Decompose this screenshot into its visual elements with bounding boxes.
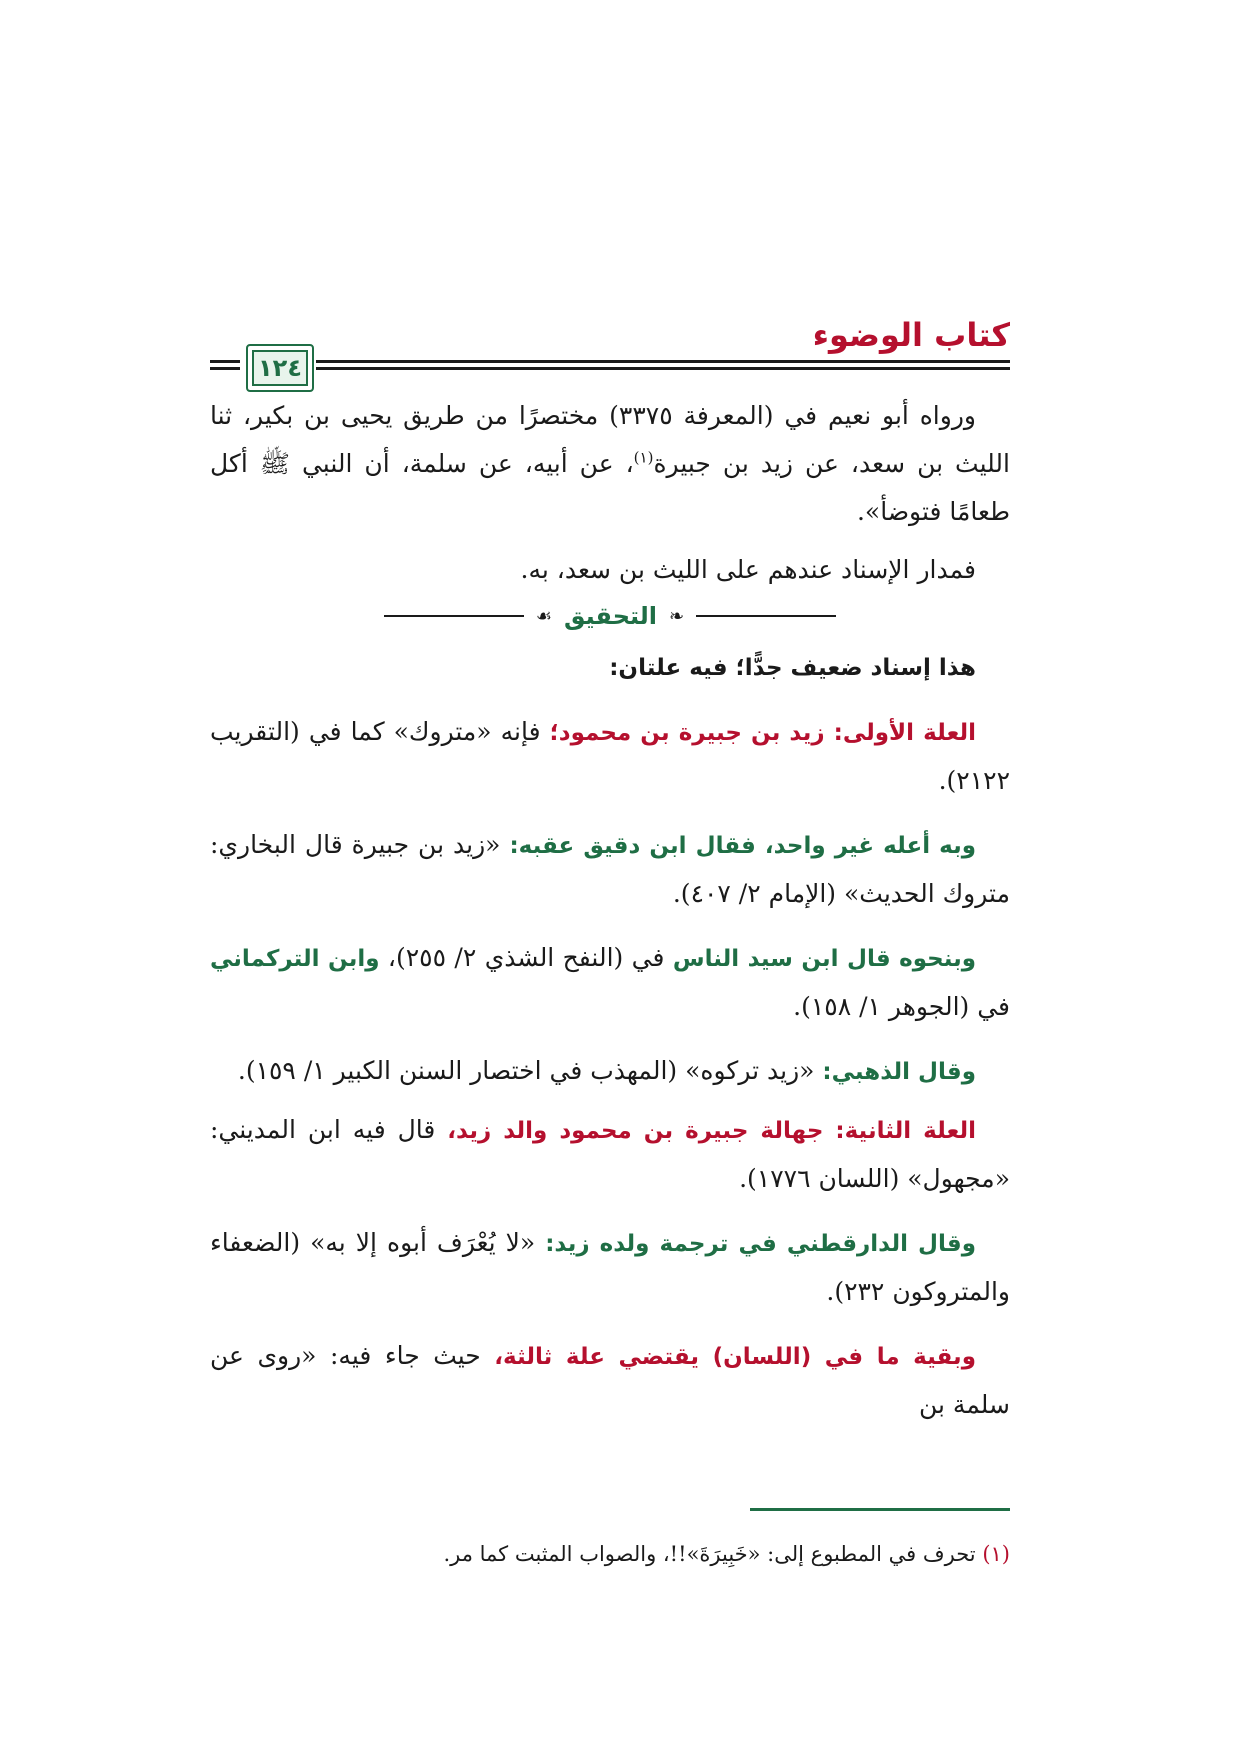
- footnote-ref[interactable]: (١): [633, 448, 654, 467]
- paragraph: فمدار الإسناد عندهم على الليث بن سعد، به.: [520, 555, 976, 584]
- ornament-icon: ☙: [535, 605, 552, 627]
- highlight-green: وبنحوه قال ابن سيد الناس: [672, 946, 977, 972]
- paragraph-text: حيث جاء فيه: «روى عن سلمة بن: [210, 1341, 1010, 1419]
- highlight-green: وقال الدارقطني في ترجمة ولده زيد:: [545, 1231, 976, 1257]
- left-tick: [210, 360, 236, 370]
- highlight-green: وابن التركماني: [210, 946, 380, 972]
- page-header: [210, 300, 1010, 392]
- paragraph-text: «زيد بن جبيرة قال البخاري: متروك الحديث» (الإمام ٢/ ٤٠٧).: [210, 830, 1010, 908]
- highlight-green: وقال الذهبي:: [822, 1059, 976, 1085]
- divider-line: [696, 615, 836, 617]
- ornament-icon: ❧: [669, 605, 685, 627]
- section-divider: [210, 602, 1010, 630]
- section-title: التحقيق: [564, 602, 658, 630]
- highlight-green: وبه أعله غير واحد، فقال ابن دقيق عقبه:: [509, 833, 977, 859]
- footnote: [210, 1536, 1010, 1572]
- paragraph: [210, 708, 1010, 805]
- header-rule: [210, 367, 1010, 370]
- paragraph-text: ورواه أبو نعيم في (المعرفة ٣٣٧٥) مختصرًا من طريق يحيى بن بكير، ثنا الليث بن سعد، عن زيد بن جبيرة: [210, 401, 1010, 478]
- paragraph: [210, 392, 1010, 536]
- paragraph: [210, 1219, 1010, 1316]
- paragraph: [210, 1332, 1010, 1429]
- footnote-number: (١): [982, 1542, 1010, 1566]
- paragraph: هذا إسناد ضعيف جدًّا؛ فيه علتان:: [609, 655, 976, 681]
- page-number-badge: ١٢٤: [246, 344, 314, 392]
- paragraph: [210, 821, 1010, 918]
- divider-line: [384, 615, 524, 617]
- book-title: كتاب الوضوء: [812, 316, 1010, 354]
- paragraph-text: «لا يُعْرَف أبوه إلا به» (الضعفاء والمتروكون ٢٣٢).: [210, 1228, 1010, 1306]
- footnote-text: تحرف في المطبوع إلى: «خَبِيرَةَ»!!، والصواب المثبت كما مر.: [443, 1542, 983, 1566]
- paragraph-text: فإنه «متروك» كما في (التقريب ٢١٢٢).: [210, 717, 1010, 795]
- paragraph: [210, 1047, 1010, 1096]
- highlight-red: العلة الثانية: جهالة جبيرة بن محمود والد زيد،: [447, 1118, 976, 1144]
- paragraph-text: في (الجوهر ١/ ١٥٨).: [793, 992, 1010, 1021]
- page: [210, 300, 1010, 1429]
- footnote-rule: [750, 1508, 1010, 1511]
- paragraph: [210, 1106, 1010, 1203]
- highlight-red: وبقية ما في (اللسان) يقتضي علة ثالثة،: [494, 1344, 976, 1370]
- paragraph-text: «زيد تركوه» (المهذب في اختصار السنن الكبير ١/ ١٥٩).: [237, 1056, 823, 1085]
- paragraph: [210, 934, 1010, 1031]
- paragraph-text: قال فيه ابن المديني: «مجهول» (اللسان ١٧٧٦).: [210, 1115, 1010, 1193]
- paragraph-text: في (النفح الشذي ٢/ ٢٥٥)،: [379, 943, 673, 972]
- highlight-red: العلة الأولى: زيد بن جبيرة بن محمود؛: [549, 720, 976, 746]
- header-rule: [210, 360, 1010, 363]
- paragraph-text: ، عن أبيه، عن سلمة، أن النبي ﷺ أكل طعامًا فتوضأ».: [210, 449, 1010, 526]
